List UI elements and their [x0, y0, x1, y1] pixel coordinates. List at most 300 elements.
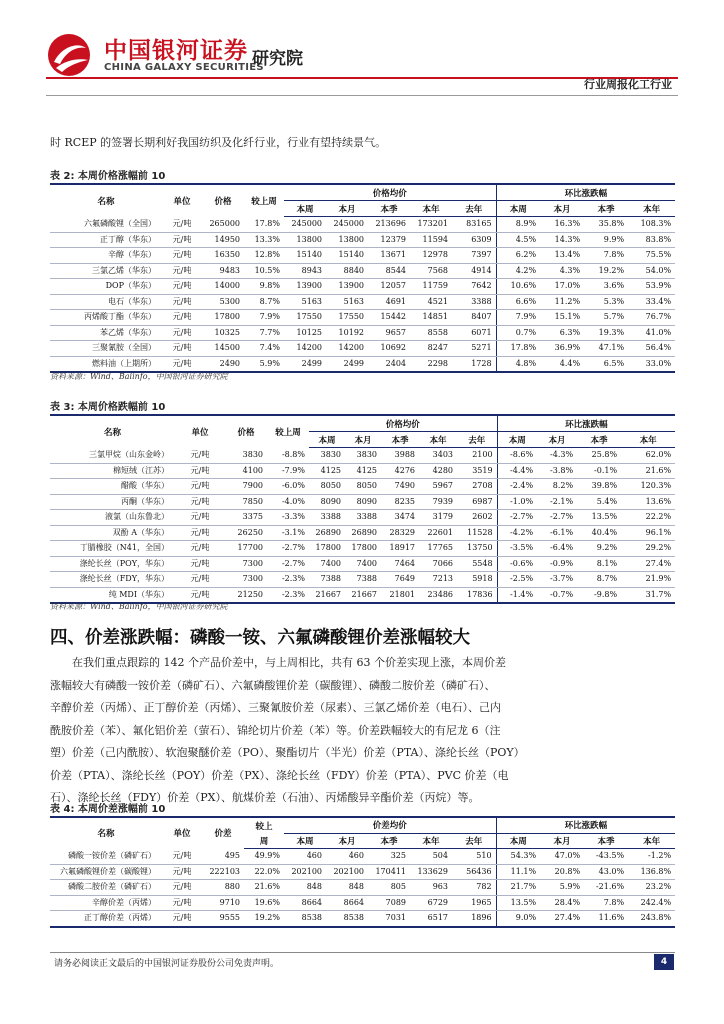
col-name: 名称: [50, 817, 162, 849]
cell-unit: 元/吨: [162, 864, 202, 880]
cell-value: 33.0%: [628, 356, 675, 372]
cell-value: 14000: [202, 279, 244, 295]
cell-value: 15442: [368, 310, 410, 326]
cell-value: -43.5%: [584, 849, 628, 865]
cell-value: 7397: [452, 248, 496, 264]
cell-value: 7.7%: [244, 325, 284, 341]
col-this-month: 本月: [326, 201, 368, 217]
cell-name: 电石（华东）: [50, 294, 162, 310]
table-row: [50, 880, 675, 896]
cell-value: -1.4%: [497, 587, 537, 603]
cell-value: 26250: [225, 525, 267, 541]
cell-value: 265000: [202, 217, 244, 233]
cell-value: 9710: [202, 895, 244, 911]
cell-value: 17.8%: [496, 341, 540, 357]
cell-value: 19.6%: [244, 895, 284, 911]
cell-value: 39.8%: [577, 479, 621, 495]
cell-value: 5271: [452, 341, 496, 357]
cell-unit: 元/吨: [162, 325, 202, 341]
cell-value: 9.8%: [244, 279, 284, 295]
cell-unit: 元/吨: [175, 587, 225, 603]
table2-caption: 表 2: 本周价格涨幅前 10: [50, 171, 166, 182]
cell-value: -1.2%: [628, 849, 675, 865]
company-name-cn: 中国银河证券: [104, 38, 248, 64]
paragraph-line: 石）、涤纶长丝（FDY）价差（PX）、航煤价差（石油）、丙烯酸异辛酯价差（丙烷）等。: [50, 791, 480, 804]
table-row: [50, 525, 675, 541]
cell-value: -3.8%: [537, 463, 577, 479]
cell-value: 9.0%: [496, 911, 540, 927]
cell-value: 5967: [419, 479, 457, 495]
cell-value: 7649: [381, 572, 419, 588]
col-chg-week: 本周: [497, 432, 537, 448]
cell-value: 325: [368, 849, 410, 865]
col-chg-year: 本年: [621, 432, 675, 448]
cell-value: 62.0%: [621, 448, 675, 464]
cell-value: 27.4%: [621, 556, 675, 572]
cell-value: 1965: [452, 895, 496, 911]
cell-value: 8247: [410, 341, 452, 357]
cell-value: -21.6%: [584, 880, 628, 896]
cell-value: 11759: [410, 279, 452, 295]
table-row: [50, 541, 675, 557]
section4-paragraph: [50, 652, 675, 810]
paragraph-line: 酰胺价差（苯）、氟化铝价差（萤石）、锦纶切片价差（苯）等。价差跌幅较大的有尼龙 6（注: [50, 723, 501, 737]
cell-value: 7400: [309, 556, 345, 572]
cell-value: 4.3%: [540, 263, 584, 279]
cell-value: 3988: [381, 448, 419, 464]
cell-value: 23.2%: [628, 880, 675, 896]
cell-value: 25.8%: [577, 448, 621, 464]
table-row: [50, 248, 675, 264]
cell-unit: 元/吨: [175, 572, 225, 588]
intro-paragraph: 时 RCEP 的签署长期利好我国纺织及化纤行业，行业有望持续景气。: [50, 136, 387, 149]
cell-value: 3179: [419, 510, 457, 526]
cell-value: 7939: [419, 494, 457, 510]
cell-value: 8.7%: [244, 294, 284, 310]
col-chg-quarter: 本季: [584, 201, 628, 217]
col-price: 价格: [225, 415, 267, 448]
cell-value: 9555: [202, 911, 244, 927]
footer-disclaimer: 请务必阅读正文最后的中国银河证券股份公司免责声明。: [54, 959, 280, 969]
cell-value: 5163: [284, 294, 326, 310]
cell-value: 16.3%: [540, 217, 584, 233]
cell-value: 15140: [284, 248, 326, 264]
cell-value: 6.2%: [496, 248, 540, 264]
cell-value: 8.7%: [577, 572, 621, 588]
cell-value: 13900: [326, 279, 368, 295]
cell-value: 8.1%: [577, 556, 621, 572]
table3-caption: 表 3: 本周价格跌幅前 10: [50, 402, 166, 413]
cell-value: 9657: [368, 325, 410, 341]
cell-value: 26890: [345, 525, 381, 541]
cell-value: 4280: [419, 463, 457, 479]
cell-value: 75.5%: [628, 248, 675, 264]
cell-value: 7642: [452, 279, 496, 295]
cell-value: 7.9%: [244, 310, 284, 326]
cell-value: 5300: [202, 294, 244, 310]
cell-unit: 元/吨: [175, 479, 225, 495]
cell-value: 18917: [381, 541, 419, 557]
cell-value: 805: [368, 880, 410, 896]
cell-name: 涤纶长丝（POY，华东）: [50, 556, 175, 572]
table-row: [50, 510, 675, 526]
cell-name: 纯 MDI（华东）: [50, 587, 175, 603]
cell-value: 242.4%: [628, 895, 675, 911]
cell-value: 213696: [368, 217, 410, 233]
cell-name: 醋酸（华东）: [50, 479, 175, 495]
cell-value: 12379: [368, 232, 410, 248]
col-this-quarter: 本季: [368, 201, 410, 217]
col-last-year: 去年: [452, 833, 496, 849]
cell-name: DOP（华东）: [50, 279, 162, 295]
col-chg-quarter: 本季: [577, 432, 621, 448]
col-vs-last-week-bottom: 周: [244, 833, 284, 849]
cell-value: 22601: [419, 525, 457, 541]
footer-divider: [50, 952, 675, 953]
cell-value: 10325: [202, 325, 244, 341]
cell-name: 丁腈橡胶（N41，全国）: [50, 541, 175, 557]
cell-value: 3388: [452, 294, 496, 310]
cell-value: 7089: [368, 895, 410, 911]
cell-value: 17550: [326, 310, 368, 326]
cell-value: 8544: [368, 263, 410, 279]
cell-value: 33.4%: [628, 294, 675, 310]
cell-value: 4.4%: [540, 356, 584, 372]
cell-value: 8664: [284, 895, 326, 911]
cell-value: 13800: [326, 232, 368, 248]
cell-value: 5.7%: [584, 310, 628, 326]
cell-value: 35.8%: [584, 217, 628, 233]
cell-value: 13900: [284, 279, 326, 295]
table-row: [50, 279, 675, 295]
cell-value: -4.0%: [267, 494, 309, 510]
table-row: [50, 494, 675, 510]
cell-name: 丙酮（华东）: [50, 494, 175, 510]
cell-value: 7300: [225, 556, 267, 572]
cell-value: 4276: [381, 463, 419, 479]
cell-value: 14500: [202, 341, 244, 357]
cell-value: 21.7%: [496, 880, 540, 896]
cell-value: 12057: [368, 279, 410, 295]
cell-value: -0.1%: [577, 463, 621, 479]
cell-name: 涤纶长丝（FDY，华东）: [50, 572, 175, 588]
cell-name: 磷酸一铵价差（磷矿石）: [50, 849, 162, 865]
col-unit: 单位: [162, 184, 202, 217]
cell-unit: 元/吨: [162, 263, 202, 279]
cell-value: -3.3%: [267, 510, 309, 526]
cell-value: 8050: [345, 479, 381, 495]
col-spread: 价差: [202, 817, 244, 849]
cell-value: 5548: [457, 556, 497, 572]
cell-value: 7400: [345, 556, 381, 572]
cell-unit: 元/吨: [162, 310, 202, 326]
cell-value: 0.7%: [496, 325, 540, 341]
cell-value: 17.0%: [540, 279, 584, 295]
col-chg-month: 本月: [540, 201, 584, 217]
cell-value: 14.3%: [540, 232, 584, 248]
cell-value: 7.4%: [244, 341, 284, 357]
cell-value: 43.0%: [584, 864, 628, 880]
cell-value: 2404: [368, 356, 410, 372]
cell-unit: 元/吨: [175, 494, 225, 510]
group-avg-price: 价格均价: [309, 415, 497, 432]
cell-value: 49.9%: [244, 849, 284, 865]
cell-value: 11.1%: [496, 864, 540, 880]
cell-value: 8943: [284, 263, 326, 279]
cell-value: 245000: [284, 217, 326, 233]
cell-value: 83165: [452, 217, 496, 233]
col-chg-month: 本月: [537, 432, 577, 448]
col-this-year: 本年: [410, 833, 452, 849]
cell-value: 8.2%: [537, 479, 577, 495]
cell-value: -3.7%: [537, 572, 577, 588]
cell-value: 54.3%: [496, 849, 540, 865]
report-type: 行业周报化工行业: [584, 78, 672, 91]
cell-value: -2.7%: [497, 510, 537, 526]
group-change: 环比涨跌幅: [497, 415, 675, 432]
cell-name: 正丁醇（华东）: [50, 232, 162, 248]
cell-value: 16350: [202, 248, 244, 264]
cell-value: 12978: [410, 248, 452, 264]
cell-value: -0.7%: [537, 587, 577, 603]
cell-value: -2.7%: [267, 556, 309, 572]
cell-value: 848: [284, 880, 326, 896]
table-row: [50, 895, 675, 911]
cell-value: 6.5%: [584, 356, 628, 372]
cell-unit: 元/吨: [162, 880, 202, 896]
cell-value: 11594: [410, 232, 452, 248]
cell-value: 11.6%: [584, 911, 628, 927]
cell-unit: 元/吨: [162, 341, 202, 357]
cell-value: -6.4%: [537, 541, 577, 557]
cell-value: 10192: [326, 325, 368, 341]
cell-value: 7850: [225, 494, 267, 510]
cell-value: 21.9%: [621, 572, 675, 588]
cell-name: 磷酸二胺价差（磷矿石）: [50, 880, 162, 896]
cell-value: 5.3%: [584, 294, 628, 310]
cell-value: -6.1%: [537, 525, 577, 541]
cell-value: 245000: [326, 217, 368, 233]
cell-value: 4521: [410, 294, 452, 310]
cell-value: 8538: [284, 911, 326, 927]
cell-value: 8558: [410, 325, 452, 341]
col-last-year: 去年: [452, 201, 496, 217]
cell-value: 3519: [457, 463, 497, 479]
galaxy-logo-icon: [46, 32, 92, 78]
cell-name: 正丁醇价差（丙烯）: [50, 911, 162, 927]
cell-unit: 元/吨: [162, 217, 202, 233]
table-row: [50, 556, 675, 572]
cell-value: 8664: [326, 895, 368, 911]
cell-value: 17800: [309, 541, 345, 557]
cell-value: 36.9%: [540, 341, 584, 357]
cell-value: 782: [452, 880, 496, 896]
cell-value: 8090: [309, 494, 345, 510]
cell-value: 6517: [410, 911, 452, 927]
cell-value: -3.1%: [267, 525, 309, 541]
cell-value: 8407: [452, 310, 496, 326]
page-header: [0, 0, 724, 100]
cell-value: 9483: [202, 263, 244, 279]
cell-value: -2.7%: [267, 541, 309, 557]
cell-value: 133629: [410, 864, 452, 880]
paragraph-line: 塑）价差（己内酰胺）、软泡聚醚价差（PO）、聚酯切片（半光）价差（PTA）、涤纶长丝（POY）: [50, 746, 525, 759]
col-vs-last-week-top: 较上: [244, 817, 284, 833]
cell-value: 3830: [345, 448, 381, 464]
cell-value: -8.6%: [497, 448, 537, 464]
col-chg-week: 本周: [496, 833, 540, 849]
table4-spread-gainers: [50, 816, 675, 928]
col-chg-week: 本周: [496, 201, 540, 217]
cell-value: 15.1%: [540, 310, 584, 326]
cell-value: 21667: [309, 587, 345, 603]
cell-name: 三聚氰胺（全国）: [50, 341, 162, 357]
cell-value: 2499: [284, 356, 326, 372]
col-vs-last-week: 较上周: [244, 184, 284, 217]
cell-value: 6071: [452, 325, 496, 341]
table-row: [50, 294, 675, 310]
group-avg-price: 价格均价: [284, 184, 496, 201]
cell-name: 辛醇（华东）: [50, 248, 162, 264]
col-this-quarter: 本季: [381, 432, 419, 448]
cell-value: 7900: [225, 479, 267, 495]
cell-value: 28329: [381, 525, 419, 541]
cell-value: 8050: [309, 479, 345, 495]
cell-value: 2602: [457, 510, 497, 526]
col-this-week: 本周: [309, 432, 345, 448]
cell-value: 3474: [381, 510, 419, 526]
cell-value: 83.8%: [628, 232, 675, 248]
cell-value: 460: [284, 849, 326, 865]
cell-name: 苯乙烯（华东）: [50, 325, 162, 341]
cell-value: 2490: [202, 356, 244, 372]
cell-value: 17800: [345, 541, 381, 557]
table3-source: 资料来源：Wind、Baiinfo，中国银河证券研究院: [50, 602, 228, 611]
cell-unit: 元/吨: [175, 556, 225, 572]
cell-value: 96.1%: [621, 525, 675, 541]
cell-value: -8.8%: [267, 448, 309, 464]
cell-value: 7.9%: [496, 310, 540, 326]
cell-unit: 元/吨: [175, 463, 225, 479]
cell-value: 963: [410, 880, 452, 896]
group-avg-spread: 价差均价: [284, 817, 496, 833]
cell-value: -2.3%: [267, 587, 309, 603]
cell-value: 11.2%: [540, 294, 584, 310]
col-chg-year: 本年: [628, 201, 675, 217]
table-row: [50, 217, 675, 233]
col-this-month: 本月: [345, 432, 381, 448]
cell-value: 14200: [284, 341, 326, 357]
cell-value: 848: [326, 880, 368, 896]
cell-value: 47.1%: [584, 341, 628, 357]
table3-price-losers: [50, 414, 675, 604]
cell-value: 17800: [202, 310, 244, 326]
cell-value: 3388: [345, 510, 381, 526]
col-chg-month: 本月: [540, 833, 584, 849]
cell-value: 4.5%: [496, 232, 540, 248]
col-name: 名称: [50, 184, 162, 217]
cell-value: 1728: [452, 356, 496, 372]
cell-value: 7.8%: [584, 248, 628, 264]
cell-value: 4.2%: [496, 263, 540, 279]
cell-value: 880: [202, 880, 244, 896]
cell-value: -0.9%: [537, 556, 577, 572]
cell-value: 7490: [381, 479, 419, 495]
cell-unit: 元/吨: [162, 279, 202, 295]
table-row: [50, 849, 675, 865]
col-chg-year: 本年: [628, 833, 675, 849]
section-title: 四、价差涨跌幅：磷酸一铵、六氟磷酸锂价差涨幅较大: [50, 628, 470, 648]
cell-value: -2.7%: [537, 510, 577, 526]
cell-value: -2.3%: [267, 572, 309, 588]
cell-value: 7300: [225, 572, 267, 588]
cell-value: 10.5%: [244, 263, 284, 279]
cell-value: 14200: [326, 341, 368, 357]
col-this-year: 本年: [419, 432, 457, 448]
cell-name: 燃料油（上期所）: [50, 356, 162, 372]
cell-value: 21667: [345, 587, 381, 603]
cell-value: 4.8%: [496, 356, 540, 372]
cell-value: 10.6%: [496, 279, 540, 295]
cell-value: 4125: [345, 463, 381, 479]
paragraph-line: 涨幅较大有磷酸一铵价差（磷矿石）、六氟磷酸锂价差（碳酸锂）、磷酸二胺价差（磷矿石）、: [50, 678, 496, 692]
col-price: 价格: [202, 184, 244, 217]
cell-value: 3403: [419, 448, 457, 464]
cell-value: 56436: [452, 864, 496, 880]
table-row: [50, 479, 675, 495]
cell-value: 108.3%: [628, 217, 675, 233]
cell-value: -2.1%: [537, 494, 577, 510]
cell-value: 53.9%: [628, 279, 675, 295]
cell-name: 六氟磷酸锂价差（碳酸锂）: [50, 864, 162, 880]
cell-value: 6.3%: [540, 325, 584, 341]
cell-value: 3388: [309, 510, 345, 526]
table-row: [50, 263, 675, 279]
cell-value: 47.0%: [540, 849, 584, 865]
cell-value: -6.0%: [267, 479, 309, 495]
cell-value: 6729: [410, 895, 452, 911]
cell-value: -4.3%: [537, 448, 577, 464]
page-number: 4: [654, 954, 674, 970]
cell-value: 54.0%: [628, 263, 675, 279]
cell-value: 12.8%: [244, 248, 284, 264]
table-row: [50, 356, 675, 372]
cell-value: 41.0%: [628, 325, 675, 341]
cell-value: 19.3%: [584, 325, 628, 341]
cell-value: 495: [202, 849, 244, 865]
cell-unit: 元/吨: [175, 541, 225, 557]
cell-value: 3830: [309, 448, 345, 464]
cell-name: 棉短绒（江苏）: [50, 463, 175, 479]
cell-value: -1.0%: [497, 494, 537, 510]
col-last-year: 去年: [457, 432, 497, 448]
cell-value: 13.5%: [496, 895, 540, 911]
cell-value: 3375: [225, 510, 267, 526]
cell-value: 7568: [410, 263, 452, 279]
cell-name: 辛醇价差（丙烯）: [50, 895, 162, 911]
cell-value: 7031: [368, 911, 410, 927]
cell-value: 4691: [368, 294, 410, 310]
cell-value: 2100: [457, 448, 497, 464]
cell-value: 8090: [345, 494, 381, 510]
cell-value: 21.6%: [244, 880, 284, 896]
cell-value: 2499: [326, 356, 368, 372]
cell-value: 2298: [410, 356, 452, 372]
table2-source: 资料来源：Wind、Baiinfo，中国银河证券研究院: [50, 372, 228, 381]
cell-name: 三氯乙烯（华东）: [50, 263, 162, 279]
table-row: [50, 448, 675, 464]
paragraph-line: 辛醇价差（丙烯）、正丁醇价差（丙烯）、三聚氰胺价差（尿素）、三氯乙烯价差（电石）、己内: [50, 701, 501, 714]
